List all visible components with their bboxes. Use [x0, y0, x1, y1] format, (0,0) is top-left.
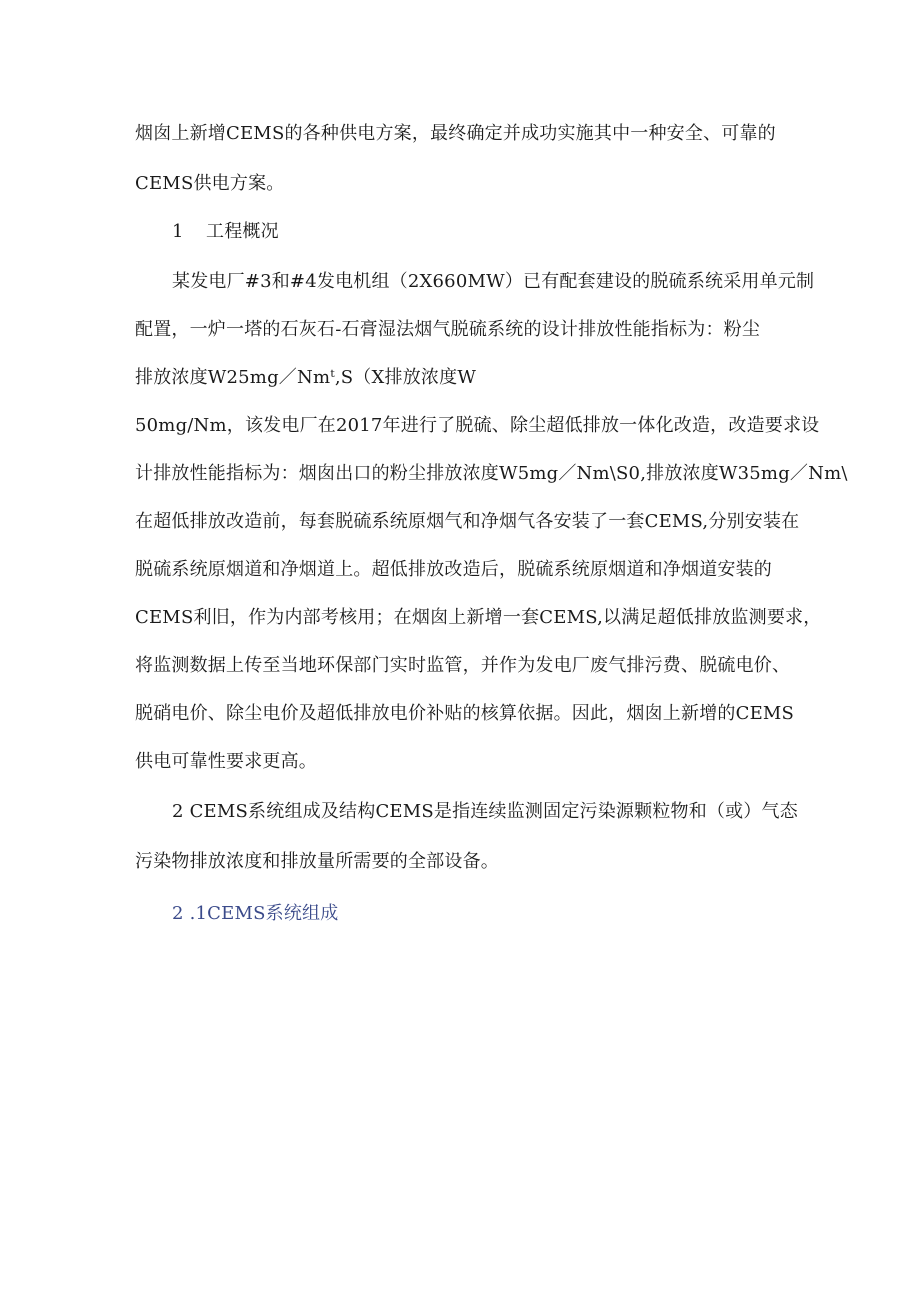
paragraph-1-line-10: 脱硝电价、除尘电价及超低排放电价补贴的核算依据。因此，烟囱上新增的CEMS [135, 703, 795, 724]
section-1-title: 工程概况 [206, 221, 279, 242]
section-1-number: 1 [172, 221, 184, 242]
paragraph-1-line-8: CEMS利旧，作为内部考核用；在烟囱上新增一套CEMS,以满足超低排放监测要求， [135, 607, 822, 628]
paragraph-1-line-2: 配置，一炉一塔的石灰石-石膏湿法烟气脱硫系统的设计排放性能指标为：粉尘 [135, 319, 761, 340]
paragraph-1-line-7: 脱硫系统原烟道和净烟道上。超低排放改造后，脱硫系统原烟道和净烟道安装的 [135, 559, 772, 580]
paragraph-1-line-5: 计排放性能指标为：烟囱出口的粉尘排放浓度W5mg／Nm\S0,排放浓度W35mg／Nm\ [135, 463, 848, 484]
intro-line-2: CEMS供电方案。 [135, 173, 285, 194]
paragraph-1-line-9: 将监测数据上传至当地环保部门实时监管，并作为发电厂废气排污费、脱硫电价、 [135, 655, 791, 676]
intro-line-1: 烟囱上新增CEMS的各种供电方案，最终确定并成功实施其中一种安全、可靠的 [135, 123, 776, 144]
section-2-line-2: 污染物排放浓度和排放量所需要的全部设备。 [135, 851, 499, 872]
section-2-line-1: 2 CEMS系统组成及结构CEMS是指连续监测固定污染源颗粒物和（或）气态 [172, 801, 798, 822]
paragraph-1-line-6: 在超低排放改造前，每套脱硫系统原烟气和净烟气各安装了一套CEMS,分别安装在 [135, 511, 800, 532]
section-2-1-heading: 2 .1CEMS系统组成 [172, 903, 339, 924]
paragraph-1-line-4: 50mg/Nm，该发电厂在2017年进行了脱硫、除尘超低排放一体化改造，改造要求设 [135, 415, 820, 436]
paragraph-1-line-11: 供电可靠性要求更高。 [135, 751, 317, 772]
paragraph-1-line-3: 排放浓度W25mg／Nmᵗ,S（X排放浓度W [135, 367, 477, 388]
paragraph-1-line-1: 某发电厂#3和#4发电机组（2X660MW）已有配套建设的脱硫系统采用单元制 [172, 271, 815, 292]
